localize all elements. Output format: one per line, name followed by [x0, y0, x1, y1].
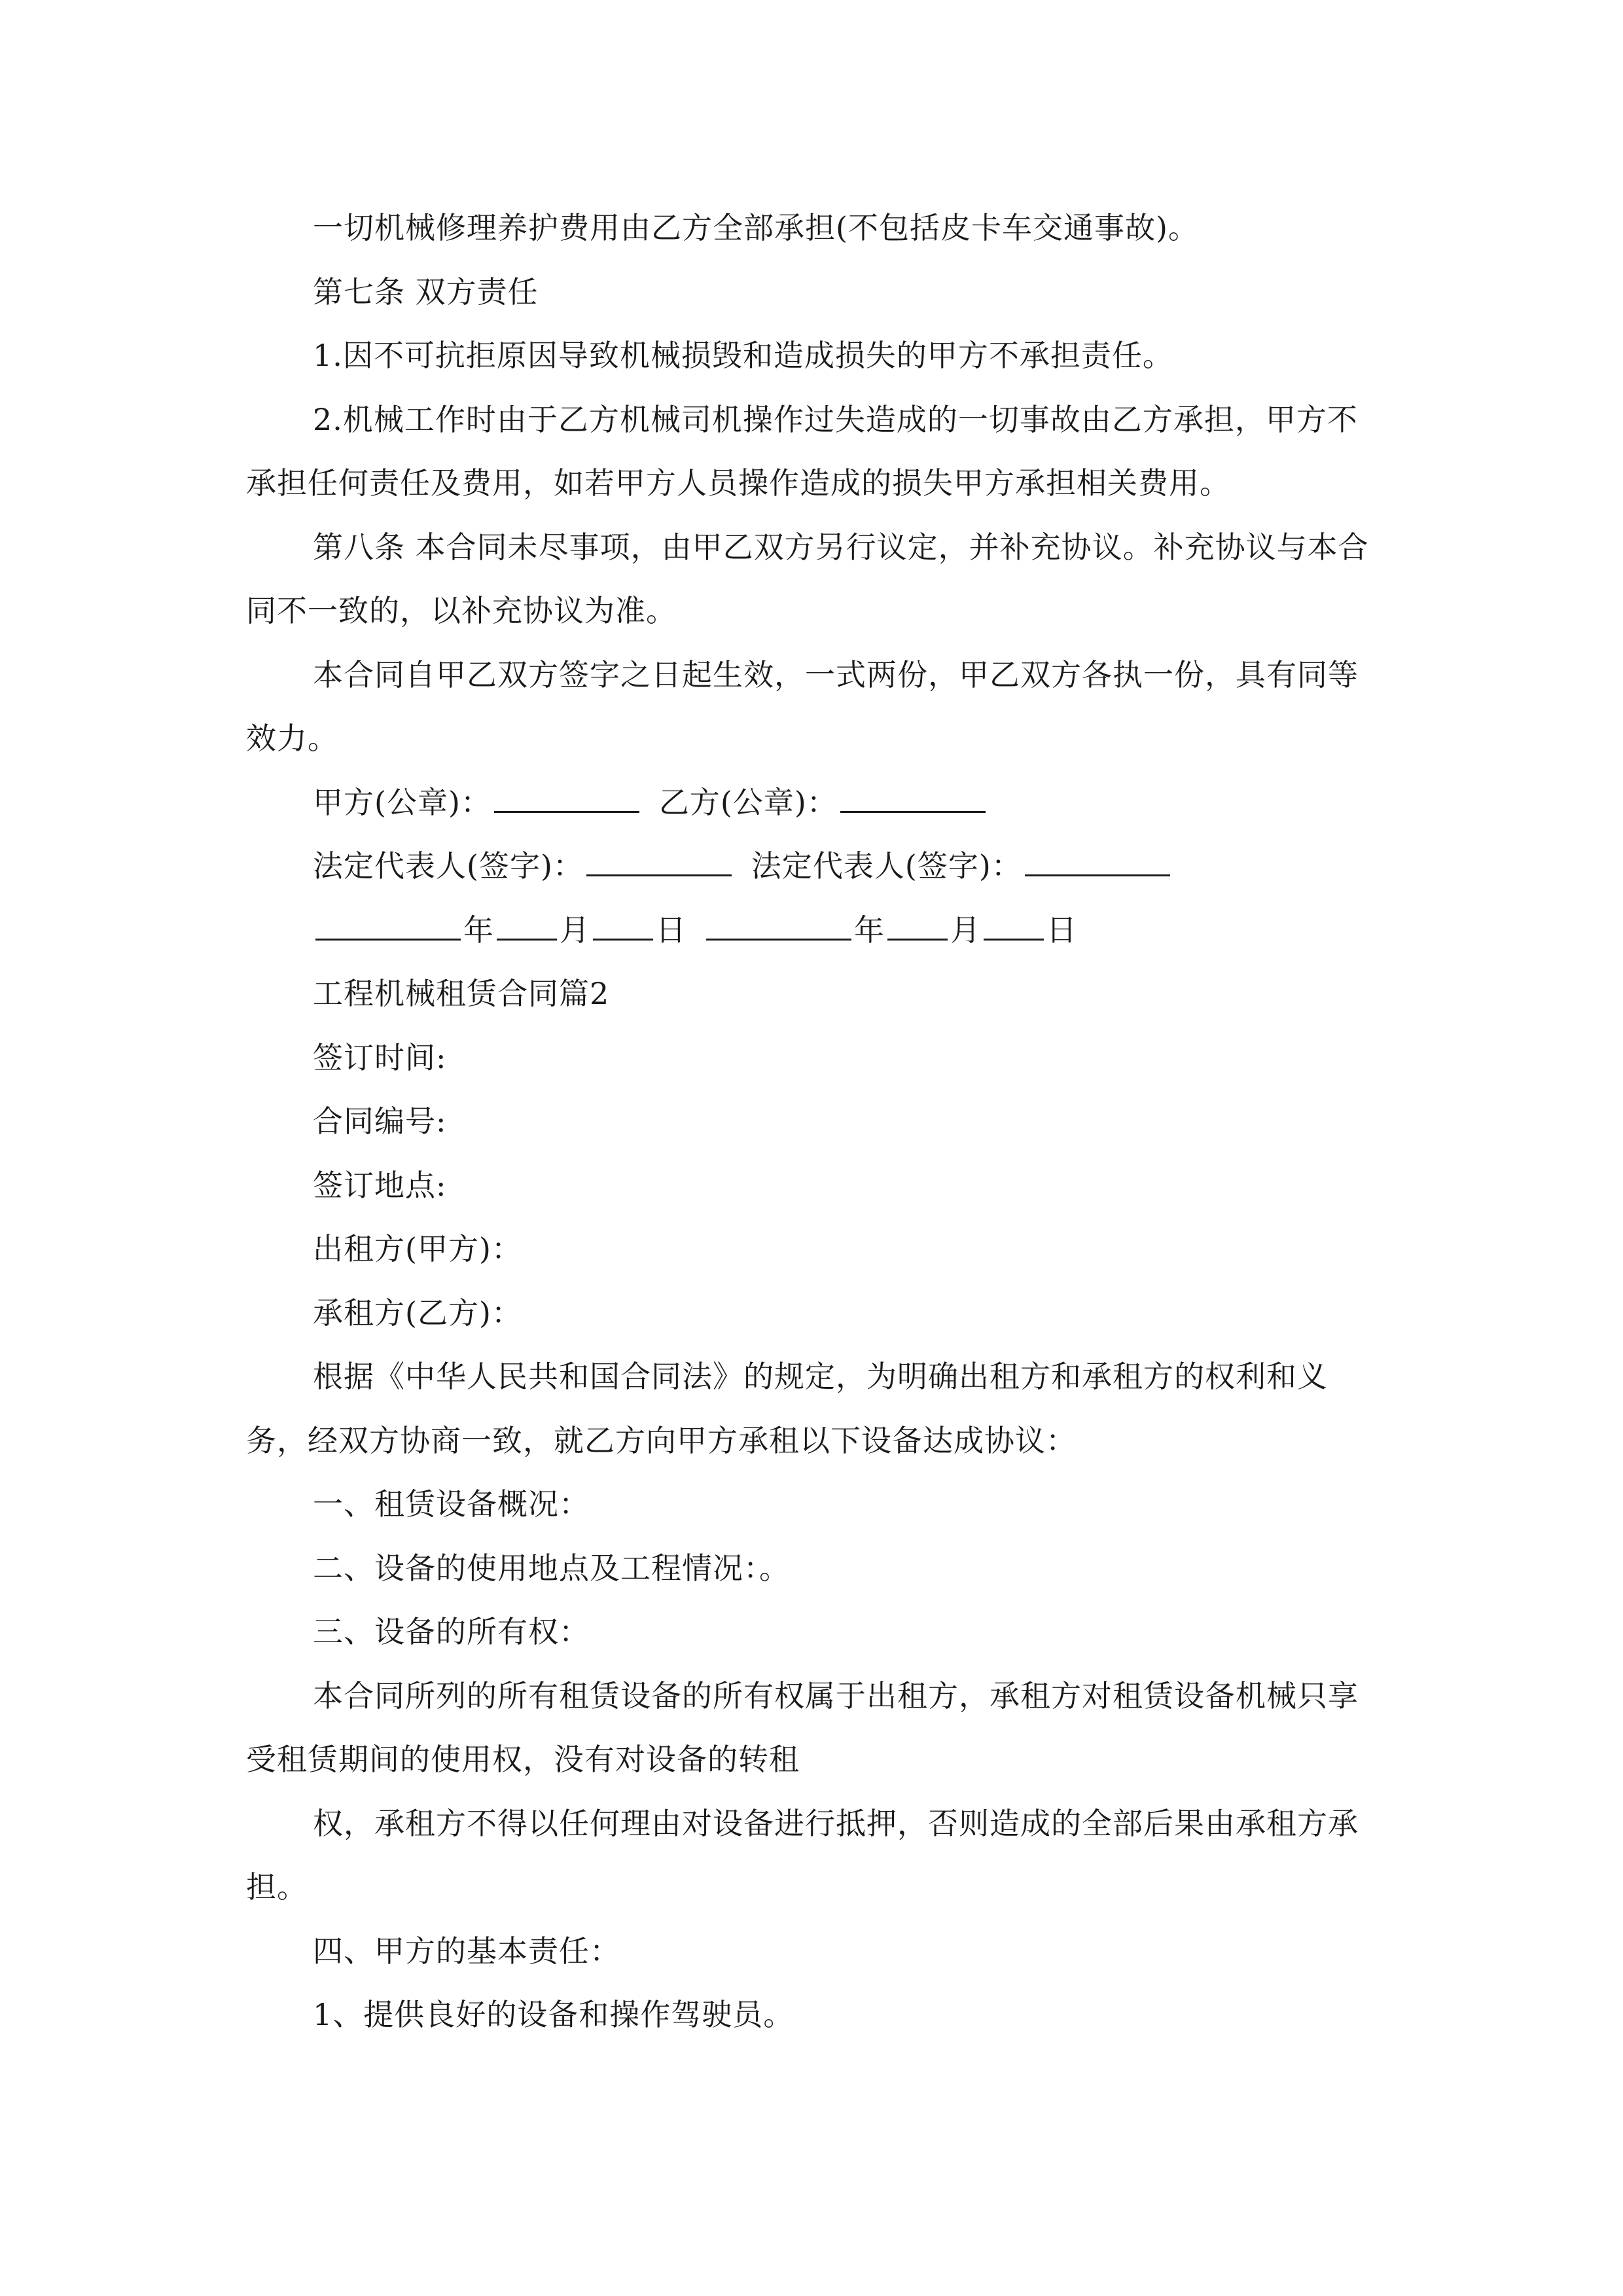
- article-8: 第八条 本合同未尽事项，由甲乙双方另行议定，并补充协议。补充协议与本合同不一致的，以补充协议为准。: [246, 529, 1369, 628]
- date-a-day: 日: [656, 912, 687, 948]
- party-b-seal-label: 乙方(公章)：: [658, 784, 838, 820]
- date-line: [246, 899, 1378, 963]
- rep-b-label: 法定代表人(签字)：: [751, 848, 1022, 884]
- lessee-field: 承租方(乙方)：: [313, 1295, 522, 1331]
- date-b-day-blank: [984, 910, 1044, 941]
- date-a-year-blank: [315, 910, 461, 941]
- rep-a-blank: [586, 846, 732, 876]
- date-b-year: 年: [854, 912, 885, 948]
- date-a-year: 年: [463, 912, 494, 948]
- item-4-clause-1: 1、提供良好的设备和操作驾驶员。: [313, 1997, 794, 2032]
- effective-clause: 本合同自甲乙双方签字之日起生效，一式两份，甲乙双方各执一份，具有同等效力。: [246, 656, 1359, 756]
- date-a-month: 月: [560, 912, 590, 948]
- item-2-heading: 二、设备的使用地点及工程情况：。: [313, 1550, 790, 1586]
- party-a-seal-blank: [494, 782, 639, 813]
- document-body: [246, 196, 1378, 2047]
- section-2-title: 工程机械租赁合同篇2: [313, 976, 610, 1011]
- article-7-clause-2: 2.机械工作时由于乙方机械司机操作过失造成的一切事故由乙方承担，甲方不承担任何责任及费用，如若甲方人员操作造成的损失甲方承担相关费用。: [246, 401, 1358, 501]
- item-1-heading: 一、租赁设备概况：: [313, 1486, 590, 1522]
- lessor-field: 出租方(甲方)：: [313, 1231, 522, 1266]
- contract-number-field: 合同编号:: [313, 1103, 447, 1139]
- article-7-clause-1: 1.因不可抗拒原因导致机械损毁和造成损失的甲方不承担责任。: [313, 338, 1173, 373]
- article-7-heading: 第七条 双方责任: [313, 274, 539, 310]
- date-a-month-blank: [497, 910, 557, 941]
- date-a-day-blank: [593, 910, 653, 941]
- ownership-paragraph-b: 权，承租方不得以任何理由对设备进行抵押，否则造成的全部后果由承租方承担。: [246, 1805, 1359, 1905]
- ownership-paragraph-a: 本合同所列的所有租赁设备的所有权属于出租方，承租方对租赁设备机械只享受租赁期间的使用权，没有对设备的转租: [246, 1677, 1359, 1777]
- party-a-seal-label: 甲方(公章)：: [313, 784, 491, 820]
- date-b-month: 月: [950, 912, 981, 948]
- item-3-heading: 三、设备的所有权：: [313, 1614, 590, 1649]
- rep-a-label: 法定代表人(签字)：: [313, 848, 584, 884]
- paragraph-maintenance-cost: 一切机械修理养护费用由乙方全部承担(不包括皮卡车交通事故)。: [313, 210, 1199, 245]
- item-4-heading: 四、甲方的基本责任：: [313, 1933, 620, 1969]
- party-b-seal-blank: [840, 782, 986, 813]
- sign-time-field: 签订时间:: [313, 1039, 447, 1075]
- intro-paragraph: 根据《中华人民共和国合同法》的规定，为明确出租方和承租方的权利和义务，经双方协商一致，就乙方向甲方承租以下设备达成协议：: [246, 1359, 1328, 1458]
- date-b-year-blank: [706, 910, 851, 941]
- rep-b-blank: [1025, 846, 1170, 876]
- seal-line: [246, 771, 1378, 835]
- date-b-day: 日: [1046, 912, 1077, 948]
- sign-place-field: 签订地点:: [313, 1167, 447, 1203]
- representative-line: [246, 834, 1378, 899]
- date-b-month-blank: [887, 910, 948, 941]
